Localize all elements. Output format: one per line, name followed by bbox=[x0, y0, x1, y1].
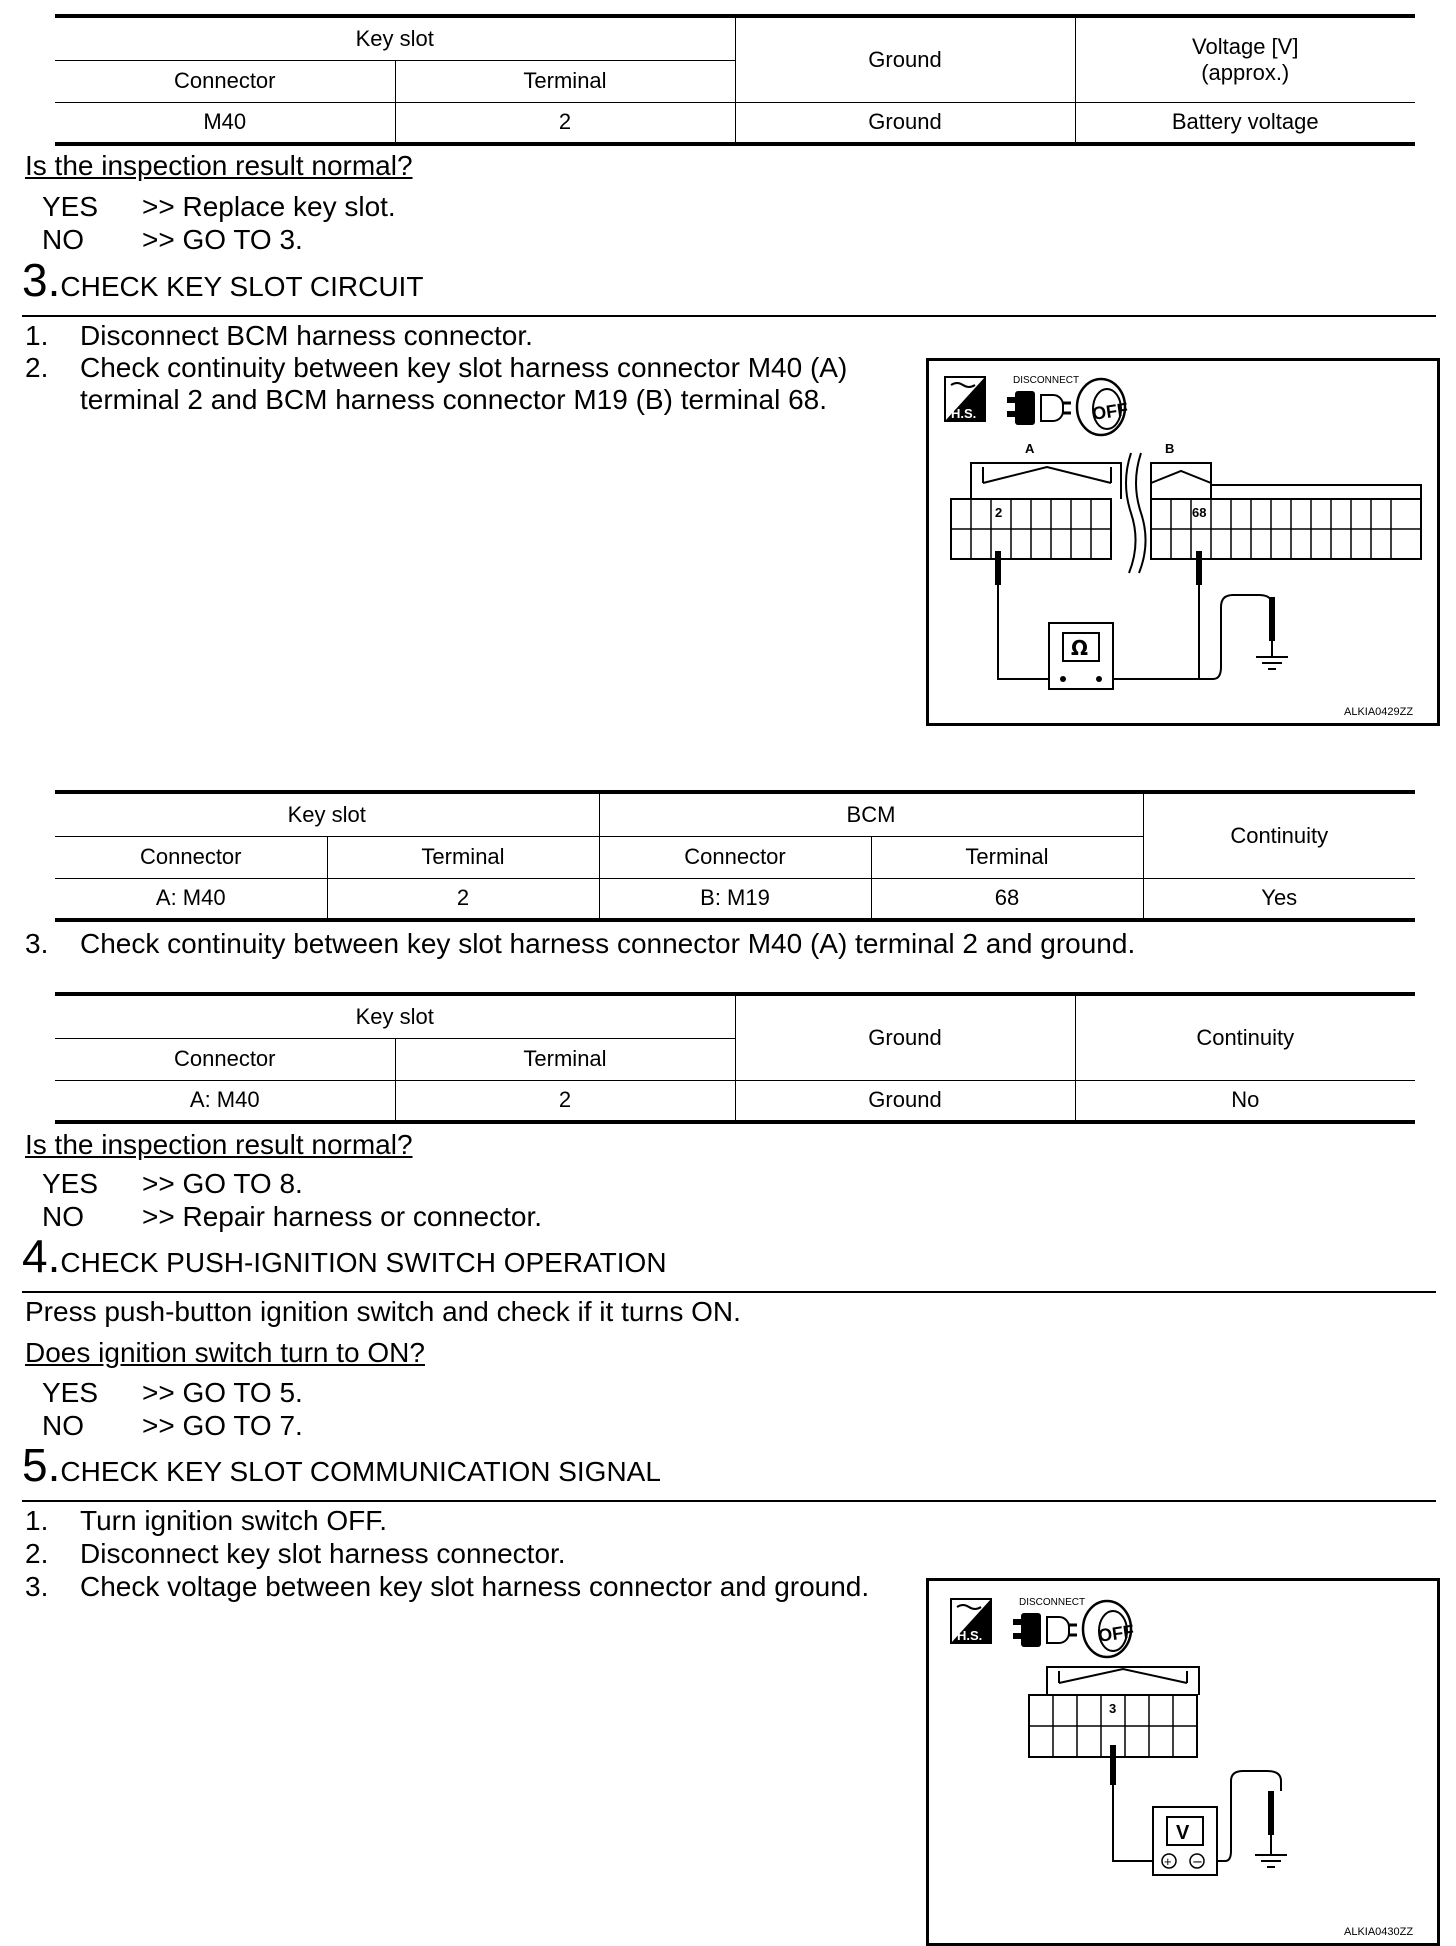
q2-no-label: NO bbox=[42, 1201, 84, 1232]
cell-terminal: 2 bbox=[327, 878, 599, 920]
cell-terminal: 2 bbox=[395, 1080, 735, 1122]
header-terminal: Terminal bbox=[395, 1038, 735, 1080]
cell-ground: Ground bbox=[735, 1080, 1075, 1122]
step-5-item-1-number: 1. bbox=[25, 1505, 49, 1536]
header-bcm: BCM bbox=[599, 792, 1143, 836]
break-mark bbox=[1136, 453, 1146, 573]
harness-side-icon bbox=[951, 1599, 991, 1643]
break-mark bbox=[1126, 453, 1136, 573]
plus-terminal: + bbox=[1164, 1854, 1172, 1869]
figure-code: ALKIA0429ZZ bbox=[1344, 706, 1414, 718]
q1-no-text: >> GO TO 3. bbox=[142, 224, 303, 255]
step-5-heading bbox=[22, 1438, 661, 1492]
step-3-number: 3. bbox=[22, 254, 61, 306]
q2-yes-text: >> GO TO 8. bbox=[142, 1168, 303, 1199]
voltmeter-icon bbox=[1153, 1807, 1217, 1875]
step-4-yes-text: >> GO TO 5. bbox=[142, 1377, 303, 1408]
ohm-symbol: Ω bbox=[1071, 636, 1089, 660]
step-3-item-1-number: 1. bbox=[25, 320, 49, 351]
step-5-item-3-number: 3. bbox=[25, 1571, 49, 1602]
step-4-no-label: NO bbox=[42, 1410, 84, 1441]
step-4-instruction: Press push-button ignition switch and check if it turns ON. bbox=[25, 1296, 741, 1327]
probe bbox=[1110, 1745, 1116, 1785]
step-3-title: CHECK KEY SLOT CIRCUIT bbox=[60, 271, 424, 302]
ohmmeter-icon bbox=[1049, 623, 1113, 689]
step-3-item-2-number: 2. bbox=[25, 352, 49, 383]
q1-no-label: NO bbox=[42, 224, 84, 255]
step-3-item-3-text: Check continuity between key slot harness connector M40 (A) terminal 2 and ground. bbox=[80, 928, 1136, 959]
voltage-spec-table bbox=[55, 14, 1415, 146]
continuity-spec-table-bcm bbox=[55, 790, 1415, 922]
inspection-question-1: Is the inspection result normal? bbox=[25, 150, 413, 181]
off-label: OFF bbox=[1096, 1621, 1136, 1646]
inspection-question-2: Is the inspection result normal? bbox=[25, 1129, 413, 1160]
header-connector: Connector bbox=[55, 1038, 395, 1080]
key-slot-connector bbox=[1029, 1667, 1199, 1757]
step-4-question: Does ignition switch turn to ON? bbox=[25, 1337, 425, 1368]
step-4-yes-label: YES bbox=[42, 1377, 99, 1408]
step-4-title: CHECK PUSH-IGNITION SWITCH OPERATION bbox=[60, 1247, 667, 1278]
header-terminal: Terminal bbox=[871, 836, 1143, 878]
voltage-check-diagram-figure bbox=[926, 1578, 1440, 1946]
disconnect-icon bbox=[1013, 1613, 1077, 1647]
ground-probe bbox=[1269, 597, 1275, 641]
step-4-no-text: >> GO TO 7. bbox=[142, 1410, 303, 1441]
header-continuity: Continuity bbox=[1143, 792, 1415, 878]
ground-symbol-icon bbox=[1255, 1855, 1287, 1867]
ground-lead bbox=[1199, 595, 1273, 679]
step-3-item-1-text: Disconnect BCM harness connector. bbox=[80, 320, 533, 351]
step-3-item-2-line-1: Check continuity between key slot harness connector M40 (A) bbox=[80, 352, 848, 383]
step-4-number: 4. bbox=[22, 1230, 61, 1282]
step-5-divider bbox=[22, 1500, 1436, 1502]
probe-a bbox=[995, 551, 1001, 585]
pin-a-label: 2 bbox=[995, 505, 1003, 520]
step-5-number: 5. bbox=[22, 1439, 61, 1491]
step-5-item-3-text: Check voltage between key slot harness connector and ground. bbox=[80, 1571, 870, 1602]
ignition-off-icon bbox=[1077, 379, 1129, 435]
cell-voltage: Battery voltage bbox=[1075, 102, 1415, 144]
q1-yes-text: >> Replace key slot. bbox=[142, 191, 396, 222]
cell-terminal: 2 bbox=[395, 102, 735, 144]
q1-yes-label: YES bbox=[42, 191, 99, 222]
q2-no-text: >> Repair harness or connector. bbox=[142, 1201, 543, 1232]
header-terminal: Terminal bbox=[395, 60, 735, 102]
disconnect-icon bbox=[1007, 391, 1071, 425]
header-terminal: Terminal bbox=[327, 836, 599, 878]
header-key-slot: Key slot bbox=[55, 792, 599, 836]
continuity-spec-table-ground bbox=[55, 992, 1415, 1124]
cell-connector: A: M40 bbox=[55, 1080, 395, 1122]
pin-b-label: 68 bbox=[1192, 505, 1207, 520]
step-5-item-1-text: Turn ignition switch OFF. bbox=[80, 1505, 388, 1536]
step-4-divider bbox=[22, 1291, 1436, 1293]
header-continuity: Continuity bbox=[1075, 994, 1415, 1080]
header-voltage-line2: (approx.) bbox=[1201, 59, 1290, 85]
step-3-item-2-line-2: terminal 2 and BCM harness connector M19 (B) terminal 68. bbox=[80, 384, 827, 415]
continuity-diagram bbox=[929, 361, 1437, 723]
step-4-heading bbox=[22, 1229, 667, 1283]
ground-probe bbox=[1268, 1791, 1274, 1835]
step-5-item-2-number: 2. bbox=[25, 1538, 49, 1569]
probe-b bbox=[1196, 551, 1202, 585]
step-3-divider bbox=[22, 315, 1436, 317]
lead-wire bbox=[1113, 585, 1199, 679]
header-connector: Connector bbox=[55, 60, 395, 102]
header-key-slot: Key slot bbox=[55, 994, 735, 1038]
harness-side-icon bbox=[945, 377, 985, 421]
voltage-check-diagram bbox=[929, 1581, 1437, 1943]
header-key-slot: Key slot bbox=[55, 16, 735, 60]
hs-label: H.S. bbox=[957, 1628, 983, 1643]
cell-connector: M40 bbox=[55, 102, 395, 144]
header-ground: Ground bbox=[735, 16, 1075, 102]
connector-a-label: A bbox=[1025, 441, 1035, 456]
continuity-diagram-figure bbox=[926, 358, 1440, 726]
header-ground: Ground bbox=[735, 994, 1075, 1080]
header-voltage-line1: Voltage [V] bbox=[1192, 33, 1299, 59]
q2-yes-label: YES bbox=[42, 1168, 99, 1199]
cell-terminal: 68 bbox=[871, 878, 1143, 920]
header-voltage bbox=[1075, 16, 1415, 102]
volt-symbol: V bbox=[1176, 1822, 1190, 1844]
cell-continuity: Yes bbox=[1143, 878, 1415, 920]
cell-connector: B: M19 bbox=[599, 878, 871, 920]
step-5-item-2-text: Disconnect key slot harness connector. bbox=[80, 1538, 566, 1569]
step-3-heading bbox=[22, 253, 423, 307]
connector-b bbox=[1151, 463, 1421, 559]
hs-label: H.S. bbox=[951, 406, 977, 421]
header-connector: Connector bbox=[55, 836, 327, 878]
ignition-off-icon bbox=[1083, 1601, 1135, 1657]
minus-terminal: − bbox=[1192, 1855, 1203, 1870]
cell-ground: Ground bbox=[735, 102, 1075, 144]
ground-symbol-icon bbox=[1256, 657, 1288, 669]
connector-b-label: B bbox=[1165, 441, 1175, 456]
figure-code: ALKIA0430ZZ bbox=[1344, 1926, 1414, 1938]
disconnect-label: DISCONNECT bbox=[1019, 1597, 1086, 1608]
cell-continuity: No bbox=[1075, 1080, 1415, 1122]
step-5-title: CHECK KEY SLOT COMMUNICATION SIGNAL bbox=[60, 1456, 661, 1487]
header-connector: Connector bbox=[599, 836, 871, 878]
connector-a bbox=[951, 463, 1121, 559]
pin-label: 3 bbox=[1109, 1701, 1117, 1716]
cell-connector: A: M40 bbox=[55, 878, 327, 920]
step-3-item-3-number: 3. bbox=[25, 928, 49, 959]
disconnect-label: DISCONNECT bbox=[1013, 375, 1080, 386]
lead-wire bbox=[1113, 1785, 1153, 1861]
off-label: OFF bbox=[1090, 399, 1130, 424]
